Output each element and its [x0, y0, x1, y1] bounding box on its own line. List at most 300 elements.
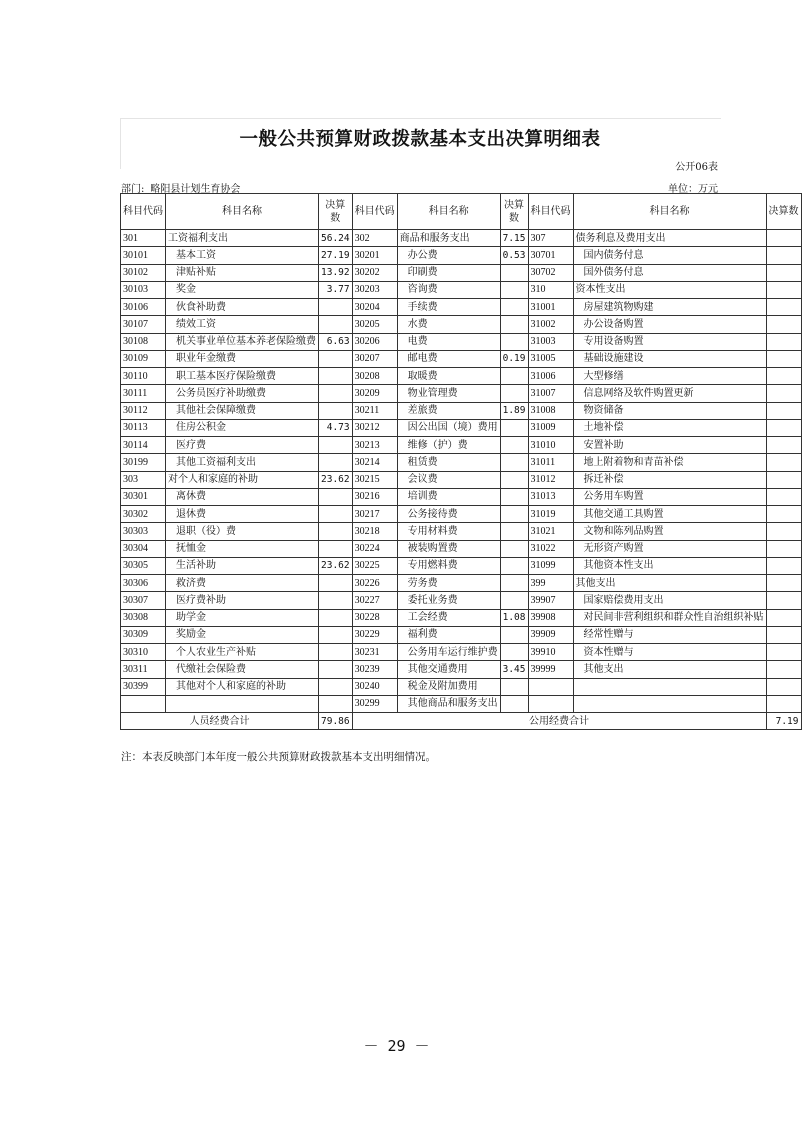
- amount-cell: [500, 281, 528, 298]
- amount-cell: [500, 575, 528, 592]
- amount-cell: [319, 506, 353, 523]
- name-cell: 绩效工资: [166, 316, 319, 333]
- amount-cell: [766, 626, 801, 643]
- name-cell: 债务利息及费用支出: [573, 230, 766, 247]
- code-cell: 30211: [352, 402, 397, 419]
- name-cell: 咨询费: [397, 281, 500, 298]
- code-cell: 30113: [121, 419, 166, 436]
- personnel-total-label: 人员经费合计: [121, 713, 319, 730]
- header-amount-2: 决算数: [500, 194, 528, 230]
- amount-cell: [766, 402, 801, 419]
- code-cell: 30109: [121, 350, 166, 367]
- amount-cell: [500, 592, 528, 609]
- table-row: [121, 333, 802, 350]
- code-cell: 30301: [121, 488, 166, 505]
- name-cell: 奖励金: [166, 626, 319, 643]
- name-cell: 其他社会保障缴费: [166, 402, 319, 419]
- code-cell: 30307: [121, 592, 166, 609]
- code-cell: 30213: [352, 437, 397, 454]
- amount-cell: [500, 419, 528, 436]
- code-cell: 30217: [352, 506, 397, 523]
- amount-cell: 1.08: [500, 609, 528, 626]
- name-cell: 地上附着物和青苗补偿: [573, 454, 766, 471]
- amount-cell: 3.45: [500, 661, 528, 678]
- amount-cell: [500, 333, 528, 350]
- amount-cell: 1.89: [500, 402, 528, 419]
- table-row: [121, 437, 802, 454]
- totals-row: [121, 713, 802, 730]
- name-cell: 电费: [397, 333, 500, 350]
- amount-cell: [500, 540, 528, 557]
- code-cell: 30205: [352, 316, 397, 333]
- amount-cell: [766, 350, 801, 367]
- amount-cell: [319, 592, 353, 609]
- header-code-3: 科目代码: [528, 194, 573, 230]
- table-row: [121, 368, 802, 385]
- name-cell: 土地补偿: [573, 419, 766, 436]
- form-number: 公开06表: [675, 162, 718, 173]
- amount-cell: [766, 264, 801, 281]
- name-cell: 代缴社会保险费: [166, 661, 319, 678]
- code-cell: 30224: [352, 540, 397, 557]
- name-cell: 医疗费: [166, 437, 319, 454]
- amount-cell: [319, 575, 353, 592]
- name-cell: 其他商品和服务支出: [397, 695, 500, 712]
- amount-cell: [319, 350, 353, 367]
- amount-cell: 3.77: [319, 281, 353, 298]
- amount-cell: [319, 437, 353, 454]
- amount-cell: [319, 695, 353, 712]
- name-cell: 公务用车运行维护费: [397, 644, 500, 661]
- code-cell: 30310: [121, 644, 166, 661]
- code-cell: 31009: [528, 419, 573, 436]
- code-cell: 31011: [528, 454, 573, 471]
- name-cell: 印刷费: [397, 264, 500, 281]
- name-cell: 因公出国（境）费用: [397, 419, 500, 436]
- expenditure-table: [120, 193, 802, 730]
- header-name-1: 科目名称: [166, 194, 319, 230]
- name-cell: 救济费: [166, 575, 319, 592]
- amount-cell: [500, 299, 528, 316]
- amount-cell: [500, 454, 528, 471]
- code-cell: 30212: [352, 419, 397, 436]
- table-row: [121, 230, 802, 247]
- name-cell: 公务接待费: [397, 506, 500, 523]
- amount-cell: [766, 523, 801, 540]
- header-code-2: 科目代码: [352, 194, 397, 230]
- name-cell: 物资储备: [573, 402, 766, 419]
- header-name-3: 科目名称: [573, 194, 766, 230]
- table-row: [121, 626, 802, 643]
- department-label: 部门:: [121, 184, 145, 195]
- public-total-label: 公用经费合计: [352, 713, 766, 730]
- amount-cell: [500, 368, 528, 385]
- table-row: [121, 488, 802, 505]
- name-cell: 伙食补助费: [166, 299, 319, 316]
- table-header-row: [121, 194, 802, 230]
- code-cell: 30208: [352, 368, 397, 385]
- amount-cell: [766, 368, 801, 385]
- amount-cell: [319, 368, 353, 385]
- name-cell: 个人农业生产补贴: [166, 644, 319, 661]
- amount-cell: [766, 540, 801, 557]
- code-cell: 31005: [528, 350, 573, 367]
- amount-cell: [319, 678, 353, 695]
- name-cell: 手续费: [397, 299, 500, 316]
- name-cell: 被装购置费: [397, 540, 500, 557]
- code-cell: 31006: [528, 368, 573, 385]
- table-row: [121, 402, 802, 419]
- code-cell: 30302: [121, 506, 166, 523]
- code-cell: 30225: [352, 557, 397, 574]
- table-row: [121, 281, 802, 298]
- amount-cell: 4.73: [319, 419, 353, 436]
- amount-cell: [766, 609, 801, 626]
- name-cell: 办公设备购置: [573, 316, 766, 333]
- name-cell: 信息网络及软件购置更新: [573, 385, 766, 402]
- name-cell: 基本工资: [166, 247, 319, 264]
- table-row: [121, 557, 802, 574]
- code-cell: 30112: [121, 402, 166, 419]
- name-cell: 邮电费: [397, 350, 500, 367]
- name-cell: 物业管理费: [397, 385, 500, 402]
- table-row: [121, 385, 802, 402]
- code-cell: 30199: [121, 454, 166, 471]
- code-cell: 30201: [352, 247, 397, 264]
- code-cell: 30204: [352, 299, 397, 316]
- name-cell: [166, 695, 319, 712]
- amount-cell: 6.63: [319, 333, 353, 350]
- amount-cell: 13.92: [319, 264, 353, 281]
- code-cell: 30227: [352, 592, 397, 609]
- code-cell: 30214: [352, 454, 397, 471]
- code-cell: 30299: [352, 695, 397, 712]
- table-body: [121, 230, 802, 713]
- code-cell: [121, 695, 166, 712]
- amount-cell: [319, 609, 353, 626]
- amount-cell: [766, 230, 801, 247]
- table-row: [121, 419, 802, 436]
- public-total-value: 7.19: [766, 713, 801, 730]
- amount-cell: [500, 488, 528, 505]
- name-cell: 生活补助: [166, 557, 319, 574]
- name-cell: 文物和陈列品购置: [573, 523, 766, 540]
- amount-cell: [500, 695, 528, 712]
- code-cell: 307: [528, 230, 573, 247]
- footnote: 注：本表反映部门本年度一般公共预算财政拨款基本支出明细情况。: [121, 751, 436, 763]
- table-row: [121, 454, 802, 471]
- amount-cell: [319, 385, 353, 402]
- table-row: [121, 247, 802, 264]
- table-row: [121, 299, 802, 316]
- amount-cell: [766, 333, 801, 350]
- name-cell: 无形资产购置: [573, 540, 766, 557]
- name-cell: 职业年金缴费: [166, 350, 319, 367]
- amount-cell: [500, 506, 528, 523]
- name-cell: 基础设施建设: [573, 350, 766, 367]
- name-cell: 退休费: [166, 506, 319, 523]
- code-cell: 39909: [528, 626, 573, 643]
- code-cell: 39907: [528, 592, 573, 609]
- code-cell: 30209: [352, 385, 397, 402]
- amount-cell: [500, 264, 528, 281]
- amount-cell: [319, 402, 353, 419]
- amount-cell: 0.53: [500, 247, 528, 264]
- code-cell: 30101: [121, 247, 166, 264]
- table-row: [121, 695, 802, 712]
- table-row: [121, 264, 802, 281]
- name-cell: 拆迁补偿: [573, 471, 766, 488]
- name-cell: 租赁费: [397, 454, 500, 471]
- name-cell: 抚恤金: [166, 540, 319, 557]
- table-row: [121, 678, 802, 695]
- code-cell: 30218: [352, 523, 397, 540]
- code-cell: 30240: [352, 678, 397, 695]
- name-cell: [573, 678, 766, 695]
- amount-cell: [500, 316, 528, 333]
- header-name-2: 科目名称: [397, 194, 500, 230]
- table-row: [121, 575, 802, 592]
- name-cell: 医疗费补助: [166, 592, 319, 609]
- amount-cell: [319, 644, 353, 661]
- amount-cell: [766, 506, 801, 523]
- name-cell: 国家赔偿费用支出: [573, 592, 766, 609]
- name-cell: 奖金: [166, 281, 319, 298]
- amount-cell: [319, 454, 353, 471]
- code-cell: 30399: [121, 678, 166, 695]
- name-cell: 退职（役）费: [166, 523, 319, 540]
- name-cell: 国内债务付息: [573, 247, 766, 264]
- code-cell: 31001: [528, 299, 573, 316]
- name-cell: 取暖费: [397, 368, 500, 385]
- code-cell: 30304: [121, 540, 166, 557]
- name-cell: 工会经费: [397, 609, 500, 626]
- name-cell: 其他支出: [573, 575, 766, 592]
- name-cell: 工资福利支出: [166, 230, 319, 247]
- code-cell: 30102: [121, 264, 166, 281]
- name-cell: 职工基本医疗保险缴费: [166, 368, 319, 385]
- name-cell: [573, 695, 766, 712]
- name-cell: 专用燃料费: [397, 557, 500, 574]
- code-cell: 30108: [121, 333, 166, 350]
- amount-cell: [319, 540, 353, 557]
- code-cell: 30226: [352, 575, 397, 592]
- amount-cell: [500, 471, 528, 488]
- name-cell: 公务员医疗补助缴费: [166, 385, 319, 402]
- amount-cell: 23.62: [319, 471, 353, 488]
- code-cell: 30311: [121, 661, 166, 678]
- amount-cell: [766, 661, 801, 678]
- name-cell: 商品和服务支出: [397, 230, 500, 247]
- page-number: － 29 －: [363, 1037, 430, 1055]
- code-cell: 31022: [528, 540, 573, 557]
- code-cell: 30203: [352, 281, 397, 298]
- amount-cell: [766, 316, 801, 333]
- name-cell: 对个人和家庭的补助: [166, 471, 319, 488]
- code-cell: 399: [528, 575, 573, 592]
- code-cell: 39999: [528, 661, 573, 678]
- name-cell: 安置补助: [573, 437, 766, 454]
- code-cell: 31008: [528, 402, 573, 419]
- name-cell: 助学金: [166, 609, 319, 626]
- table-row: [121, 316, 802, 333]
- code-cell: 30216: [352, 488, 397, 505]
- name-cell: 公务用车购置: [573, 488, 766, 505]
- amount-cell: [766, 471, 801, 488]
- amount-cell: [766, 575, 801, 592]
- name-cell: 国外债务付息: [573, 264, 766, 281]
- department-name: 略阳县计划生育协会: [150, 184, 241, 195]
- table-row: [121, 644, 802, 661]
- amount-cell: 7.15: [500, 230, 528, 247]
- amount-cell: [319, 299, 353, 316]
- amount-cell: 0.19: [500, 350, 528, 367]
- code-cell: 30231: [352, 644, 397, 661]
- name-cell: 水费: [397, 316, 500, 333]
- amount-cell: [319, 488, 353, 505]
- amount-cell: [319, 316, 353, 333]
- header-code-1: 科目代码: [121, 194, 166, 230]
- code-cell: 30701: [528, 247, 573, 264]
- code-cell: 31099: [528, 557, 573, 574]
- unit-label: 单位：万元: [668, 184, 718, 195]
- name-cell: 机关事业单位基本养老保险缴费: [166, 333, 319, 350]
- code-cell: 31003: [528, 333, 573, 350]
- code-cell: 30303: [121, 523, 166, 540]
- name-cell: 差旅费: [397, 402, 500, 419]
- code-cell: 31002: [528, 316, 573, 333]
- code-cell: [528, 695, 573, 712]
- amount-cell: [500, 644, 528, 661]
- amount-cell: [766, 592, 801, 609]
- amount-cell: [500, 626, 528, 643]
- table-row: [121, 523, 802, 540]
- table-row: [121, 540, 802, 557]
- code-cell: 30228: [352, 609, 397, 626]
- code-cell: 30229: [352, 626, 397, 643]
- code-cell: 30111: [121, 385, 166, 402]
- code-cell: 31013: [528, 488, 573, 505]
- code-cell: 302: [352, 230, 397, 247]
- amount-cell: [766, 454, 801, 471]
- page-title: 一般公共预算财政拨款基本支出决算明细表: [239, 129, 601, 150]
- table-row: [121, 609, 802, 626]
- code-cell: 30107: [121, 316, 166, 333]
- table-row: [121, 350, 802, 367]
- code-cell: [528, 678, 573, 695]
- amount-cell: [766, 678, 801, 695]
- amount-cell: [766, 247, 801, 264]
- amount-cell: [766, 557, 801, 574]
- amount-cell: [319, 626, 353, 643]
- name-cell: 对民间非营利组织和群众性自治组织补贴: [573, 609, 766, 626]
- code-cell: 30106: [121, 299, 166, 316]
- name-cell: 福利费: [397, 626, 500, 643]
- name-cell: 其他对个人和家庭的补助: [166, 678, 319, 695]
- amount-cell: [500, 678, 528, 695]
- code-cell: 303: [121, 471, 166, 488]
- name-cell: 其他支出: [573, 661, 766, 678]
- code-cell: 310: [528, 281, 573, 298]
- name-cell: 培训费: [397, 488, 500, 505]
- code-cell: 30103: [121, 281, 166, 298]
- amount-cell: 56.24: [319, 230, 353, 247]
- amount-cell: [766, 488, 801, 505]
- amount-cell: [766, 281, 801, 298]
- name-cell: 资本性赠与: [573, 644, 766, 661]
- personnel-total-value: 79.86: [319, 713, 353, 730]
- amount-cell: [766, 644, 801, 661]
- amount-cell: [319, 523, 353, 540]
- code-cell: 31019: [528, 506, 573, 523]
- name-cell: 离休费: [166, 488, 319, 505]
- name-cell: 办公费: [397, 247, 500, 264]
- name-cell: 大型修缮: [573, 368, 766, 385]
- name-cell: 劳务费: [397, 575, 500, 592]
- name-cell: 其他交通工具购置: [573, 506, 766, 523]
- name-cell: 资本性支出: [573, 281, 766, 298]
- amount-cell: [766, 695, 801, 712]
- name-cell: 委托业务费: [397, 592, 500, 609]
- code-cell: 301: [121, 230, 166, 247]
- name-cell: 住房公积金: [166, 419, 319, 436]
- code-cell: 30114: [121, 437, 166, 454]
- table-row: [121, 592, 802, 609]
- table-row: [121, 471, 802, 488]
- code-cell: 30207: [352, 350, 397, 367]
- code-cell: 31021: [528, 523, 573, 540]
- code-cell: 39908: [528, 609, 573, 626]
- header-amount-1: 决算数: [319, 194, 353, 230]
- name-cell: 专用材料费: [397, 523, 500, 540]
- name-cell: 经常性赠与: [573, 626, 766, 643]
- amount-cell: 27.19: [319, 247, 353, 264]
- name-cell: 会议费: [397, 471, 500, 488]
- name-cell: 维修（护）费: [397, 437, 500, 454]
- name-cell: 税金及附加费用: [397, 678, 500, 695]
- amount-cell: [500, 557, 528, 574]
- code-cell: 31010: [528, 437, 573, 454]
- amount-cell: [500, 437, 528, 454]
- table-row: [121, 661, 802, 678]
- name-cell: 专用设备购置: [573, 333, 766, 350]
- code-cell: 30702: [528, 264, 573, 281]
- table-row: [121, 506, 802, 523]
- name-cell: 津贴补贴: [166, 264, 319, 281]
- amount-cell: [766, 437, 801, 454]
- name-cell: 其他交通费用: [397, 661, 500, 678]
- code-cell: 31007: [528, 385, 573, 402]
- amount-cell: [766, 299, 801, 316]
- amount-cell: [500, 523, 528, 540]
- amount-cell: [766, 419, 801, 436]
- code-cell: 30215: [352, 471, 397, 488]
- code-cell: 30306: [121, 575, 166, 592]
- amount-cell: [500, 385, 528, 402]
- code-cell: 30305: [121, 557, 166, 574]
- code-cell: 30110: [121, 368, 166, 385]
- code-cell: 31012: [528, 471, 573, 488]
- amount-cell: 23.62: [319, 557, 353, 574]
- amount-cell: [319, 661, 353, 678]
- name-cell: 房屋建筑物购建: [573, 299, 766, 316]
- code-cell: 30202: [352, 264, 397, 281]
- header-amount-3: 决算数: [766, 194, 801, 230]
- code-cell: 30206: [352, 333, 397, 350]
- name-cell: 其他工资福利支出: [166, 454, 319, 471]
- code-cell: 39910: [528, 644, 573, 661]
- name-cell: 其他资本性支出: [573, 557, 766, 574]
